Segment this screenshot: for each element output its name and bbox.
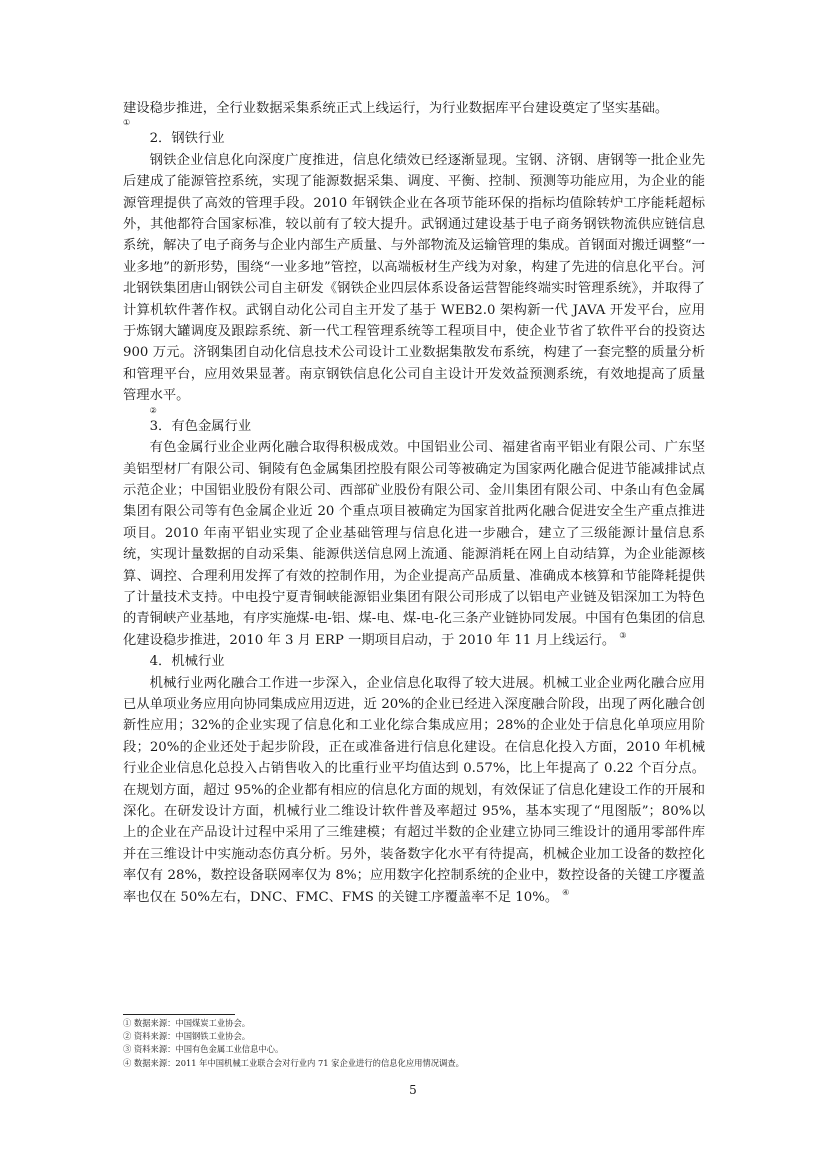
section-text-steel: 钢铁企业信息化向深度广度推进，信息化绩效已经逐渐显现。宝钢、济钢、唐钢等一批企业先后建成了能源管控系统，实现了能源数据采集、调度、平衡、控制、预测等功能应用，为企业的能源管理提供了高效的管理手段。2010 年钢铁企业在各项节能环保的指标均值除转炉工序能耗超标外，其他都符合国家标准，较以前有了较大提升。武钢通过建设基于电子商务钢铁物流供应链信息系统，解决了电子商务与企业内部生产质量、与外部物流及运输管理的集成。首钢面对搬迁调整“一业多地”的新形势，围绕“一业多地”管控，以高端板材生产线为对象，构建了先进的信息化平台。河北钢铁集团唐山钢铁公司自主研发《钢铁企业四层体系设备运营智能终端实时管理系统》，并取得了计算机软件著作权。武钢自动化公司自主开发了基于 WEB2.0 架构新一代 JAVA 开发平台，应用于炼钢大罐调度及跟踪系统、新一代工程管理系统等工程项目中，使企业节省了软件平台的投资达 900 万元。济钢集团自动化信息技术公司设计工业数据集散发布系统，构建了一套完整的质量分析和管理平台，应用效果显著。南京钢铁信息化公司自主设计开发效益预测系统，有效地提高了质量管理水平。 xyxy=(123,152,705,404)
footnotes xyxy=(123,1017,705,1070)
section-body-machinery xyxy=(123,673,705,908)
section-text-nonferrous: 有色金属行业企业两化融合取得积极成效。中国铝业公司、福建省南平铝业有限公司、广东坚美铝型材厂有限公司、铜陵有色金属集团控股有限公司等被确定为国家两化融合促进节能减排试点示范企业；中国铝业股份有限公司、西部矿业股份有限公司、金川集团有限公司、中条山有色金属集团有限公司等有色金属企业近 20 个重点项目被确定为国家首批两化融合促进安全生产重点推进项目。2010 年南平铝业实现了企业基础管理与信息化进一步融合，建立了三级能源计量信息系统，实现计量数据的自动采集、能源供送信息网上流通、能源消耗在网上自动结算，为企业能源核算、调控、合理利用发挥了有效的控制作用，为企业提高产品质量、准确成本核算和节能降耗提供了计量技术支持。中电投宁夏青铜峡能源铝业集团有限公司形成了以铝电产业链及铝深加工为特色的青铜峡产业基地，有序实施煤-电-铝、煤-电、煤-电-化三条产业链协同发展。中国有色集团的信息化建设稳步推进，2010 年 3 月 ERP 一期项目启动，于 2010 年 11 月上线运行。 xyxy=(123,440,705,648)
footnote-mark-4: ④ xyxy=(562,888,570,898)
footnote-mark-1: ① xyxy=(123,118,131,128)
section-text-machinery: 机械行业两化融合工作进一步深入，企业信息化取得了较大进展。机械工业企业两化融合应用已从单项业务应用向协同集成应用迈进，近 20%的企业已经进入深度融合阶段，出现了两化融合创新性应用；32%的企业实现了信息化和工业化综合集成应用；28%的企业处于信息化单项应用阶段；20%的企业还处于起步阶段，正在或准备进行信息化建设。在信息化投入方面，2010 年机械行业企业信息化总投入占销售收入的比重行业平均值达到 0.57%，比上年提高了 0.22 个百分点。在规划方面，超过 95%的企业都有相应的信息化方面的规划，有效保证了信息化建设工作的开展和深化。在研发设计方面，机械行业二维设计软件普及率超过 95%，基本实现了“甩图版”；80%以上的企业在产品设计过程中采用了三维建模；有超过半数的企业建立协同三维设计的通用零部件库并在三维设计中实施动态仿真分析。另外，装备数字化水平有待提高，机械企业加工设备的数控化率仅有 28%，数控设备联网率仅为 8%；应用数字化控制系统的企业中，数控设备的关键工序覆盖率也仅在 50%左右，DNC、FMC、FMS 的关键工序覆盖率不足 10%。 xyxy=(123,675,705,905)
footnote-2: ② 资料来源：中国钢铁工业协会。 xyxy=(123,1031,251,1042)
section-heading-machinery: 4．机械行业 xyxy=(149,654,225,670)
footnote-1: ① 数据来源：中国煤炭工业协会。 xyxy=(123,1018,251,1028)
footnote-3: ③ 资料来源：中国有色金属工业信息中心。 xyxy=(123,1044,284,1055)
intro-text: 建设稳步推进，全行业数据采集系统正式上线运行，为行业数据库平台建设奠定了坚实基础。 xyxy=(123,101,669,116)
section-body-steel xyxy=(123,150,705,416)
section-body-nonferrous xyxy=(123,437,705,651)
document-body xyxy=(123,98,705,908)
footnote-4: ④ 数据来源：2011 年中国机械工业联合会对行业内 71 家企业进行的信息化应用情况调查。 xyxy=(123,1057,464,1068)
footnote-mark-3: ③ xyxy=(619,631,627,641)
section-heading-steel: 2．钢铁行业 xyxy=(149,131,225,147)
intro-paragraph xyxy=(123,98,705,128)
footnote-divider xyxy=(123,1014,235,1015)
section-heading-nonferrous: 3．有色金属行业 xyxy=(149,418,252,434)
footnote-mark-2: ② xyxy=(149,405,157,415)
page-number: 5 xyxy=(409,1083,417,1097)
